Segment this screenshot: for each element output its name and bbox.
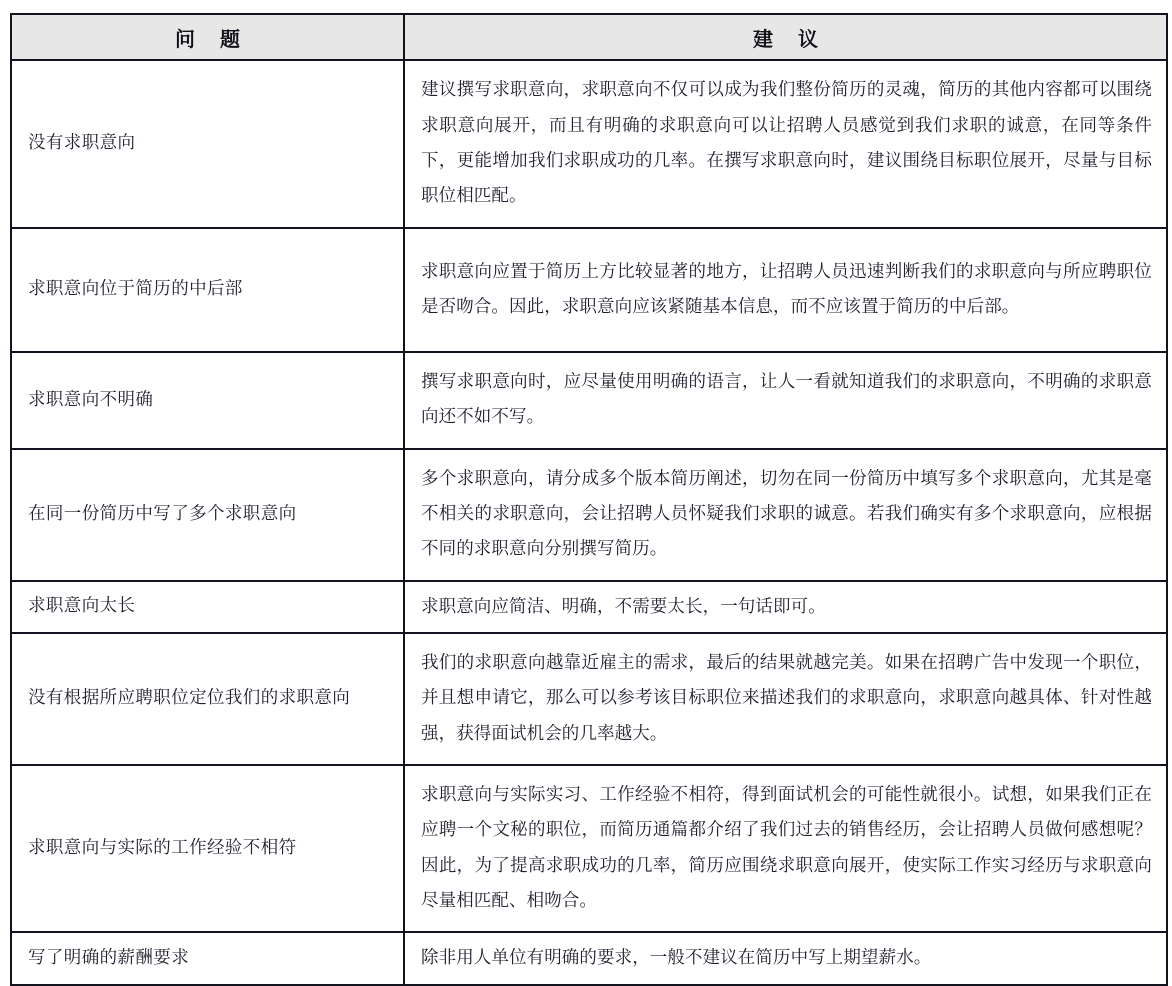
table-body	[11, 60, 1167, 985]
table-row	[11, 352, 1167, 449]
table-header	[11, 14, 1167, 60]
resume-advice-table	[10, 13, 1168, 986]
problem-cell: 没有根据所应聘职位定位我们的求职意向	[11, 633, 404, 765]
problem-cell: 没有求职意向	[11, 60, 404, 228]
table-row	[11, 633, 1167, 765]
advice-cell: 求职意向应置于简历上方比较显著的地方，让招聘人员迅速判断我们的求职意向与所应聘职位是否吻合。因此，求职意向应该紧随基本信息，而不应该置于简历的中后部。	[404, 228, 1167, 352]
advice-cell: 求职意向应简洁、明确，不需要太长，一句话即可。	[404, 581, 1167, 633]
table-row	[11, 765, 1167, 932]
problem-cell: 求职意向太长	[11, 581, 404, 633]
table-row	[11, 60, 1167, 228]
problem-cell: 求职意向位于简历的中后部	[11, 228, 404, 352]
problem-cell: 求职意向与实际的工作经验不相符	[11, 765, 404, 932]
table-row	[11, 581, 1167, 633]
advice-cell: 建议撰写求职意向，求职意向不仅可以成为我们整份简历的灵魂，简历的其他内容都可以围绕求职意向展开，而且有明确的求职意向可以让招聘人员感觉到我们求职的诚意，在同等条件下，更能增加我们求职成功的几率。在撰写求职意向时，建议围绕目标职位展开，尽量与目标职位相匹配。	[404, 60, 1167, 228]
table-row	[11, 228, 1167, 352]
problem-cell: 写了明确的薪酬要求	[11, 932, 404, 984]
table-row	[11, 932, 1167, 984]
table-header-row	[11, 14, 1167, 60]
column-header-advice: 建 议	[404, 14, 1167, 60]
table-row	[11, 449, 1167, 581]
advice-cell: 撰写求职意向时，应尽量使用明确的语言，让人一看就知道我们的求职意向，不明确的求职意向还不如不写。	[404, 352, 1167, 449]
advice-cell: 多个求职意向，请分成多个版本简历阐述，切勿在同一份简历中填写多个求职意向，尤其是毫不相关的求职意向，会让招聘人员怀疑我们求职的诚意。若我们确实有多个求职意向，应根据不同的求职意向分别撰写简历。	[404, 449, 1167, 581]
column-header-problem: 问 题	[11, 14, 404, 60]
problem-cell: 在同一份简历中写了多个求职意向	[11, 449, 404, 581]
problem-cell: 求职意向不明确	[11, 352, 404, 449]
advice-cell: 我们的求职意向越靠近雇主的需求，最后的结果就越完美。如果在招聘广告中发现一个职位，并且想申请它，那么可以参考该目标职位来描述我们的求职意向，求职意向越具体、针对性越强，获得面试机会的几率越大。	[404, 633, 1167, 765]
advice-cell: 求职意向与实际实习、工作经验不相符，得到面试机会的可能性就很小。试想，如果我们正在应聘一个文秘的职位，而简历通篇都介绍了我们过去的销售经历，会让招聘人员做何感想呢？因此，为了提高求职成功的几率，简历应围绕求职意向展开，使实际工作实习经历与求职意向尽量相匹配、相吻合。	[404, 765, 1167, 932]
advice-cell: 除非用人单位有明确的要求，一般不建议在简历中写上期望薪水。	[404, 932, 1167, 984]
